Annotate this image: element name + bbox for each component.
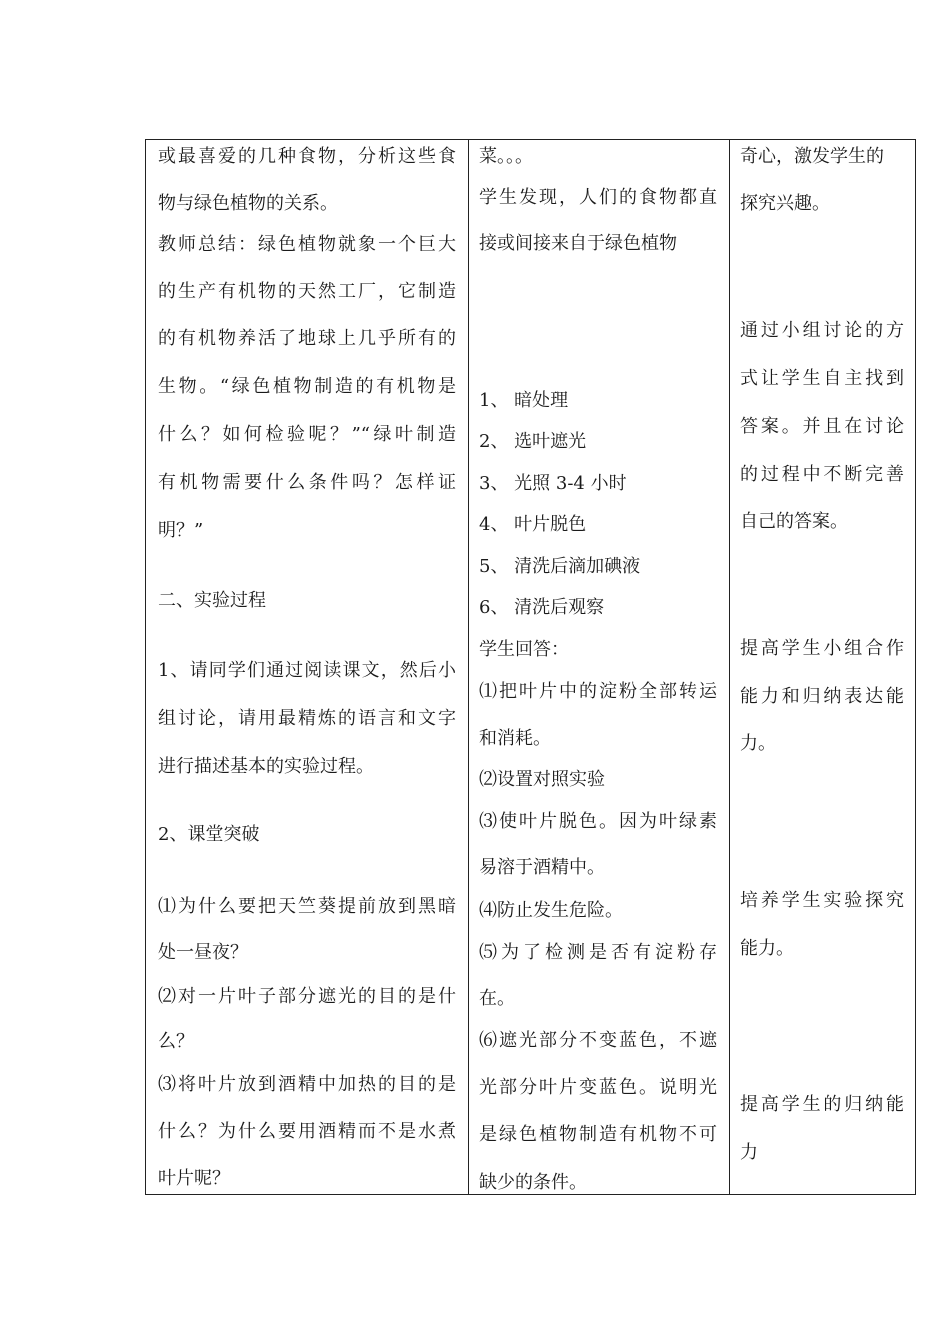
student-activity-column xyxy=(469,140,729,1194)
text-line: 处一昼夜？ xyxy=(158,942,248,963)
text-line: 1、请同学们通过阅读课文，然后小 xyxy=(158,660,456,681)
text-line: 能力和归纳表达能 xyxy=(740,686,904,707)
text-line: 力。 xyxy=(740,733,776,754)
text-line: 通过小组讨论的方 xyxy=(740,320,904,341)
text-line: 什么？为什么要用酒精而不是水煮 xyxy=(158,1121,456,1142)
text-line: 易溶于酒精中。 xyxy=(479,857,605,878)
text-line: 力 xyxy=(740,1142,758,1163)
text-line: 答案。并且在讨论 xyxy=(740,416,904,437)
text-line: 学生发现，人们的食物都直 xyxy=(479,187,717,208)
list-item: 2、 选叶遮光 xyxy=(479,431,587,452)
text-line: 的生产有机物的天然工厂，它制造 xyxy=(158,281,456,302)
text-line: 和消耗。 xyxy=(479,728,551,749)
lesson-plan-table xyxy=(145,139,916,1195)
text-line: 式让学生自主找到 xyxy=(740,368,904,389)
section-heading: 二、实验过程 xyxy=(158,590,266,611)
text-line: ⑵设置对照实验 xyxy=(479,769,605,790)
design-intent-column xyxy=(730,140,915,1194)
text-line: 探究兴趣。 xyxy=(740,193,830,214)
text-line: 进行描述基本的实验过程。 xyxy=(158,756,374,777)
text-line: 学生回答： xyxy=(479,639,569,660)
text-line: ⑹遮光部分不变蓝色，不遮 xyxy=(479,1030,717,1051)
text-line: 提高学生小组合作 xyxy=(740,638,904,659)
text-line: 有机物需要什么条件吗？怎样证 xyxy=(158,472,456,493)
text-line: 教师总结：绿色植物就象一个巨大 xyxy=(158,234,456,255)
text-line: ⑶使叶片脱色。因为叶绿素 xyxy=(479,811,717,832)
text-line: 叶片呢？ xyxy=(158,1168,230,1189)
text-line: ⑷防止发生危险。 xyxy=(479,900,623,921)
text-line: 的过程中不断完善 xyxy=(740,464,904,485)
text-line: ⑶将叶片放到酒精中加热的目的是 xyxy=(158,1074,456,1095)
text-line: ⑴为什么要把天竺葵提前放到黑暗 xyxy=(158,896,456,917)
text-line: 在。 xyxy=(479,988,515,1009)
text-line: 的有机物养活了地球上几乎所有的 xyxy=(158,328,456,349)
text-line: 缺少的条件。 xyxy=(479,1172,587,1193)
teacher-activity-column xyxy=(146,140,468,1194)
text-line: 或最喜爱的几种食物，分析这些食 xyxy=(158,146,456,167)
text-line: 能力。 xyxy=(740,938,794,959)
list-item: 6、 清洗后观察 xyxy=(479,597,605,618)
section-heading: 2、课堂突破 xyxy=(158,824,260,845)
text-line: 么？ xyxy=(158,1031,194,1052)
text-line: 提高学生的归纳能 xyxy=(740,1094,904,1115)
list-item: 4、 叶片脱色 xyxy=(479,514,587,535)
list-item: 5、 清洗后滴加碘液 xyxy=(479,556,641,577)
text-line: 培养学生实验探究 xyxy=(740,890,904,911)
text-line: 接或间接来自于绿色植物 xyxy=(479,233,677,254)
text-line: 什么？如何检验呢？”“绿叶制造 xyxy=(158,424,456,445)
text-line: ⑴把叶片中的淀粉全部转运 xyxy=(479,681,717,702)
text-line: 菜。。。 xyxy=(479,146,533,167)
list-item: 1、 暗处理 xyxy=(479,390,569,411)
text-line: ⑵对一片叶子部分遮光的目的是什 xyxy=(158,986,456,1007)
text-line: 明？” xyxy=(158,520,204,541)
text-line: 是绿色植物制造有机物不可 xyxy=(479,1124,717,1145)
text-line: ⑸为了检测是否有淀粉存 xyxy=(479,942,717,963)
text-line: 生物。“绿色植物制造的有机物是 xyxy=(158,376,456,397)
text-line: 奇心，激发学生的 xyxy=(740,146,884,167)
text-line: 光部分叶片变蓝色。说明光 xyxy=(479,1077,717,1098)
text-line: 组讨论，请用最精炼的语言和文字 xyxy=(158,708,456,729)
list-item: 3、 光照 3-4 小时 xyxy=(479,473,627,494)
text-line: 自己的答案。 xyxy=(740,511,848,532)
text-line: 物与绿色植物的关系。 xyxy=(158,193,338,214)
